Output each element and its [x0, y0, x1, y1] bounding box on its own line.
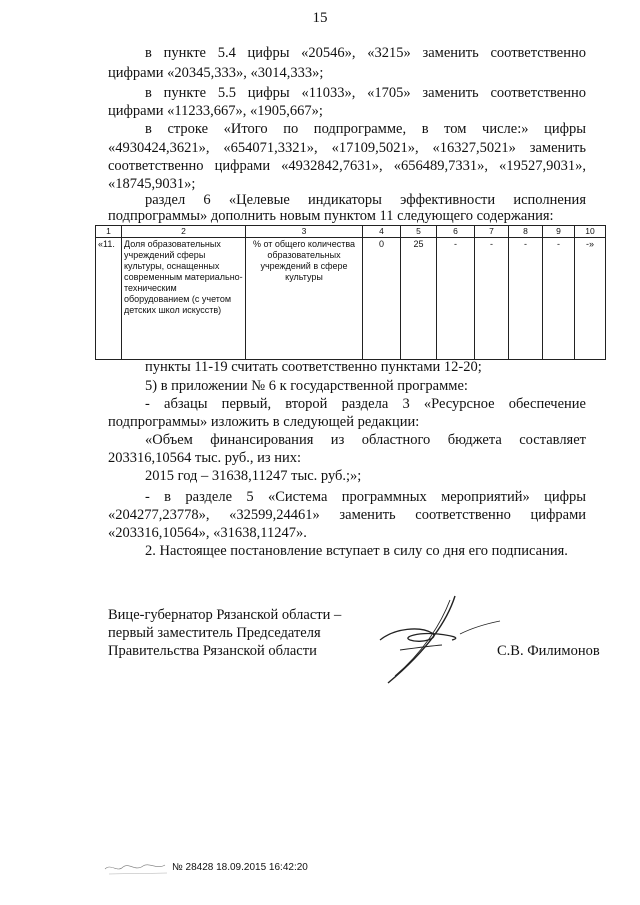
- text-line: в строке «Итого по подпрограмме, в том числе:» цифры: [145, 121, 586, 137]
- text-line: 203316,10564 тыс. руб., из них:: [108, 450, 302, 466]
- column-header: 2: [122, 226, 246, 238]
- unit-of-measure: % от общего количества образовательных учреждений в сфере культуры: [246, 238, 363, 360]
- text-line: соответственно цифрами «4932842,7631», «656489,7331», «19527,9031»,: [108, 158, 586, 174]
- text-line: - в разделе 5 «Система программных мероприятий» цифры: [145, 489, 586, 505]
- registration-stamp: № 28428 18.09.2015 16:42:20: [172, 862, 308, 873]
- value-cell: -: [543, 238, 575, 360]
- value-cell: -»: [575, 238, 606, 360]
- indicator-name: Доля образовательных учреждений сферы культуры, оснащенных современным материально-техническим оборудованием (с учетом детских школ искусств): [122, 238, 246, 360]
- text-line: раздел 6 «Целевые индикаторы эффективности исполнения: [145, 192, 586, 208]
- value-cell: 25: [401, 238, 437, 360]
- column-header: 9: [543, 226, 575, 238]
- text-line: «4930424,3621», «654071,3321», «17109,5021», «16327,5021» заменить: [108, 140, 586, 156]
- text-line: цифрами «20345,333», «3014,333»;: [108, 65, 324, 81]
- text-line: «18745,9031»;: [108, 176, 196, 192]
- column-header: 6: [437, 226, 475, 238]
- text-line: «203316,10564», «31638,11247».: [108, 525, 307, 541]
- text-line: цифрами «11233,667», «1905,667»;: [108, 103, 323, 119]
- column-header: 5: [401, 226, 437, 238]
- signatory-name: С.В. Филимонов: [497, 643, 600, 659]
- column-header: 1: [96, 226, 122, 238]
- text-line: пункты 11-19 считать соответственно пунктами 12-20;: [145, 359, 482, 375]
- value-cell: -: [437, 238, 475, 360]
- handwritten-signature: [360, 588, 510, 688]
- text-line: 5) в приложении № 6 к государственной программе:: [145, 378, 468, 394]
- text-line: в пункте 5.4 цифры «20546», «3215» заменить соответственно: [145, 45, 586, 61]
- table-row: [96, 238, 606, 360]
- text-line: в пункте 5.5 цифры «11033», «1705» заменить соответственно: [145, 85, 586, 101]
- column-header: 10: [575, 226, 606, 238]
- scribble-mark: [103, 859, 173, 877]
- row-number: «11.: [96, 238, 122, 360]
- value-cell: -: [509, 238, 543, 360]
- column-header: 4: [363, 226, 401, 238]
- value-cell: 0: [363, 238, 401, 360]
- column-header: 8: [509, 226, 543, 238]
- text-line: «Объем финансирования из областного бюджета составляет: [145, 432, 586, 448]
- table-header-row: [96, 226, 606, 238]
- text-line: «204277,23778», «32599,24461» заменить соответственно цифрами: [108, 507, 586, 523]
- signatory-title: Вице-губернатор Рязанской области – первый заместитель Председателя Правительства Рязанской области: [108, 607, 342, 659]
- column-header: 3: [246, 226, 363, 238]
- text-line: подпрограммы» дополнить новым пунктом 11 следующего содержания:: [108, 208, 554, 224]
- text-line: подпрограммы» изложить в следующей редакции:: [108, 414, 420, 430]
- text-line: 2015 год – 31638,11247 тыс. руб.;»;: [145, 468, 362, 484]
- indicators-table: [95, 225, 606, 360]
- column-header: 7: [475, 226, 509, 238]
- text-line: 2. Настоящее постановление вступает в силу со дня его подписания.: [145, 543, 568, 559]
- text-line: - абзацы первый, второй раздела 3 «Ресурсное обеспечение: [145, 396, 586, 412]
- value-cell: -: [475, 238, 509, 360]
- page-number: 15: [312, 10, 328, 26]
